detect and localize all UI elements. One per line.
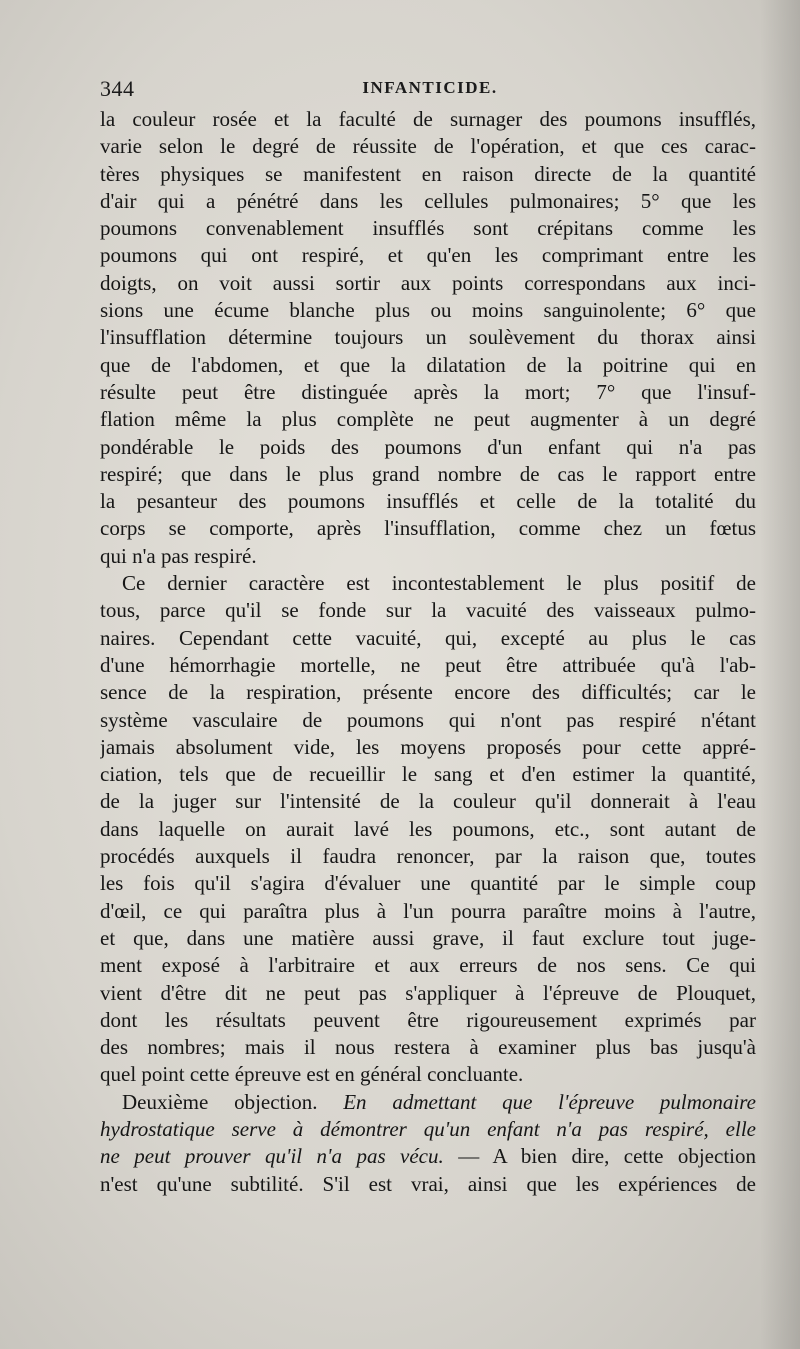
text-line: système vasculaire de poumons qui n'ont pas respiré n'étant (100, 707, 756, 732)
text-line: flation même la plus complète ne peut augmenter à un degré (100, 407, 756, 432)
text-line: ment exposé à l'arbitraire et aux erreurs de nos sens. Ce qui (100, 953, 756, 978)
text-line: doigts, on voit aussi sortir aux points correspondans aux inci- (100, 270, 756, 295)
text-line: corps se comporte, après l'insufflation, comme chez un fœtus (100, 516, 756, 541)
text-line: qui n'a pas respiré. (100, 543, 257, 568)
text-line: quel point cette épreuve est en général concluante. (100, 1062, 524, 1087)
text-line: l'insufflation détermine toujours un soulèvement du thorax ainsi (100, 325, 756, 350)
text-line: les fois qu'il s'agira d'évaluer une quantité par le simple coup (100, 871, 756, 896)
body-text (100, 106, 756, 1198)
page-edge-shadow (760, 0, 800, 1349)
text-line: et que, dans une matière aussi grave, il faut exclure tout juge- (100, 925, 756, 950)
line-text: — A bien dire, cette objection (443, 1144, 756, 1169)
text-line: naires. Cependant cette vacuité, qui, excepté au plus le cas (100, 625, 756, 650)
text-line: résulte peut être distinguée après la mort; 7° que l'insuf- (100, 379, 756, 404)
text-line: des nombres; mais il nous restera à examiner plus bas jusqu'à (100, 1035, 756, 1060)
text-line: ciation, tels que de recueillir le sang et d'en estimer la quantité, (100, 762, 756, 787)
italic-text: En admettant que l'épreuve pulmonaire (343, 1089, 756, 1114)
text-line: vient d'être dit ne peut pas s'appliquer à l'épreuve de Plouquet, (100, 980, 756, 1005)
running-title: INFANTICIDE. (362, 78, 498, 97)
text-line: n'est qu'une subtilité. S'il est vrai, ainsi que les expériences de (100, 1171, 756, 1196)
text-line: d'une hémorrhagie mortelle, ne peut être attribuée qu'à l'ab- (100, 652, 756, 677)
text-line: dans laquelle on aurait lavé les poumons, etc., sont autant de (100, 816, 756, 841)
text-line: que de l'abdomen, et que la dilatation de la poitrine qui en (100, 352, 756, 377)
text-line: poumons convenablement insufflés sont crépitans comme les (100, 216, 756, 241)
text-line: tous, parce qu'il se fonde sur la vacuité des vaisseaux pulmo- (100, 598, 756, 623)
page-header (100, 76, 760, 104)
text-line: jamais absolument vide, les moyens proposés pour cette appré- (100, 734, 756, 759)
text-line: d'air qui a pénétré dans les cellules pulmonaires; 5° que les (100, 188, 756, 213)
text-line: de la juger sur l'intensité de la couleur qu'il donnerait à l'eau (100, 789, 756, 814)
text-line (100, 1143, 756, 1170)
italic-text: ne peut prouver qu'il n'a pas vécu. (100, 1144, 444, 1169)
text-line (100, 1116, 756, 1143)
text-line: sence de la respiration, présente encore des difficultés; car le (100, 680, 756, 705)
text-line: dont les résultats peuvent être rigoureusement exprimés par (100, 1007, 756, 1032)
text-line: pondérable le poids des poumons d'un enfant qui n'a pas (100, 434, 756, 459)
italic-text: hydrostatique serve à démontrer qu'un enfant n'a pas respiré, elle (100, 1116, 756, 1141)
text-line: varie selon le degré de réussite de l'opération, et que ces carac- (100, 134, 756, 159)
text-line: procédés auxquels il faudra renoncer, par la raison que, toutes (100, 844, 756, 869)
text-line: la pesanteur des poumons insufflés et celle de la totalité du (100, 489, 756, 514)
text-line: respiré; que dans le plus grand nombre de cas le rapport entre (100, 461, 756, 486)
text-line: la couleur rosée et la faculté de surnager des poumons insufflés, (100, 107, 756, 131)
text-line: sions une écume blanche plus ou moins sanguinolente; 6° que (100, 298, 756, 323)
text-line: Ce dernier caractère est incontestablement le plus positif de (122, 571, 756, 596)
objection-heading: Deuxième objection. (122, 1089, 344, 1114)
text-line: poumons qui ont respiré, et qu'en les comprimant entre les (100, 243, 756, 268)
text-line (100, 1089, 756, 1116)
text-line: tères physiques se manifestent en raison directe de la quantité (100, 161, 756, 186)
page-number: 344 (100, 76, 135, 101)
text-line: d'œil, ce qui paraîtra plus à l'un pourra paraître moins à l'autre, (100, 898, 756, 923)
